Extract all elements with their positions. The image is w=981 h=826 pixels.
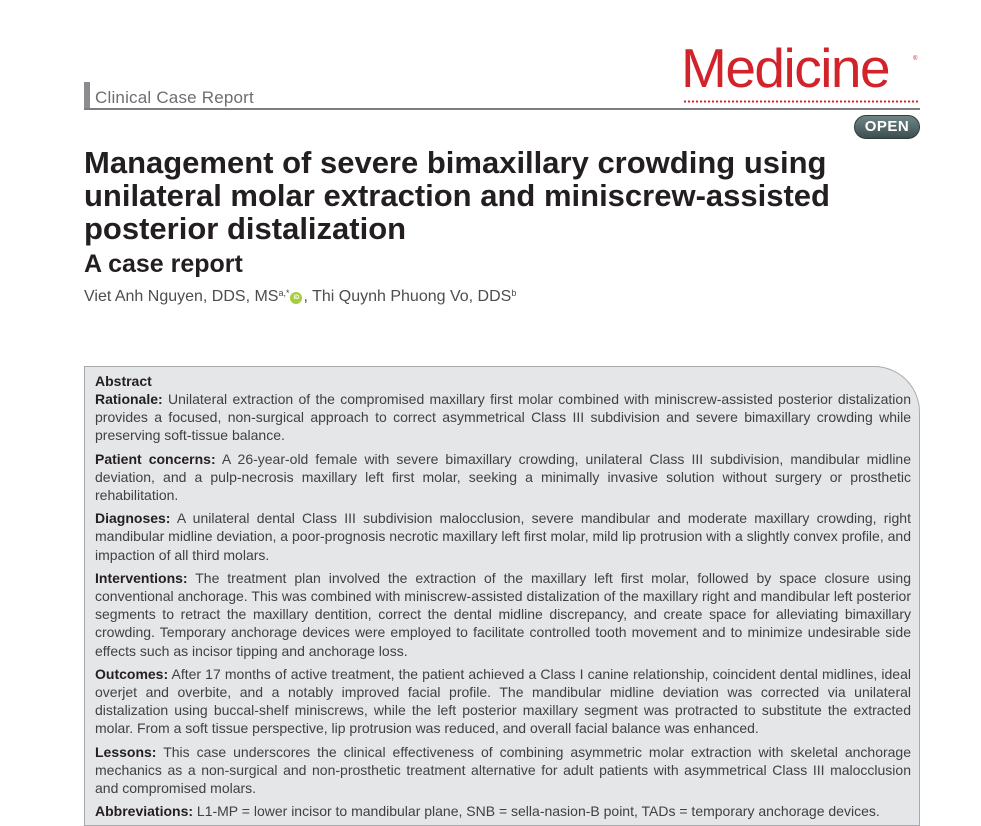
section-label: Outcomes: (95, 665, 169, 682)
article-subtitle: A case report (84, 250, 243, 278)
article-title: Management of severe bimaxillary crowding using unilateral molar extraction and miniscrew-assisted posterior distalization (84, 145, 830, 246)
abstract-section-patient-concerns (95, 450, 911, 505)
section-text: A 26-year-old female with severe bimaxillary crowding, unilateral Class III subdivision, mandibular midline deviation, and a pulp-necrosis maxillary left first molar, seeking a minimally invasive solution without surgery or prosthetic rehabilitation. (95, 450, 912, 504)
section-text: This case underscores the clinical effectiveness of combining asymmetric molar extraction with skeletal anchorage mechanics as a non-surgical and non-prosthetic treatment alternative for adult patients with asymmetrical Class III malocclusion and compromised molars. (95, 743, 912, 797)
section-text: After 17 months of active treatment, the patient achieved a Class I canine relationship, coincident dental midlines, ideal overjet and overbite, and a notably improved facial profile. The mandibular midline deviation was corrected via unilateral distalization using buccal-shelf miniscrews, while the left posterior maxillary segment was protracted to substitute the extracted molar. From a soft tissue perspective, lip protrusion was reduced, and overall facial balance was enhanced. (95, 665, 911, 737)
author-name[interactable]: Viet Anh Nguyen, DDS, MS (84, 288, 279, 305)
abstract-content (95, 373, 911, 825)
abstract-box (84, 366, 920, 826)
section-label: Interventions: (95, 569, 188, 586)
header-rule (84, 108, 920, 110)
registered-mark: ® (913, 56, 918, 62)
abstract-section-rationale (95, 390, 911, 445)
section-label: Diagnoses: (95, 510, 171, 527)
section-label-bar (84, 82, 90, 110)
abstract-heading: Abstract (95, 373, 152, 389)
section-text: L1-MP = lower incisor to mandibular plane, SNB = sella-nasion-B point, TADs = temporary anchorage devices. (196, 803, 880, 820)
section-label: Clinical Case Report (95, 88, 254, 107)
author-separator: , (303, 288, 313, 305)
author-list (84, 288, 516, 306)
abstract-section-outcomes (95, 665, 911, 738)
section-text: A unilateral dental Class III subdivision malocclusion, severe mandibular and moderate maxillary crowding, right mandibular midline deviation, a poor-prognosis necrotic maxillary left first molar, mild lip protrusion with a slightly convex profile, and impaction of all third molars. (95, 510, 911, 563)
logo-dotted-underline (683, 100, 918, 103)
abstract-section-lessons (95, 743, 911, 798)
open-access-badge: OPEN (854, 115, 920, 139)
abstract-section-diagnoses (95, 509, 911, 564)
author-affiliation: b (511, 288, 517, 298)
section-label: Rationale: (95, 391, 163, 407)
section-text: The treatment plan involved the extraction of the maxillary left first molar, followed by space closure using conventional anchorage. This was combined with miniscrew-assisted distalization of the maxillary right and mandibular left posterior segments to retract the maxillary dentition, correct the dental midline discrepancy, and create space for alleviating bimaxillary crowding. Temporary anchorage devices were employed to facilitate controlled tooth movement and to minimize undesirable side effects such as incisor tipping and anchorage loss. (95, 569, 911, 659)
author-name[interactable]: Thi Quynh Phuong Vo, DDS (312, 288, 512, 305)
abstract-section-interventions (95, 569, 911, 660)
journal-logo: Medicine (681, 37, 890, 99)
author-affiliation: a,* (278, 288, 290, 298)
section-label: Patient concerns: (95, 450, 216, 467)
section-label: Abbreviations: (95, 803, 194, 820)
abstract-section-abbreviations (95, 802, 911, 820)
section-text: Unilateral extraction of the compromised maxillary first molar combined with miniscrew-assisted posterior distalization provides a focused, non-surgical approach to correct asymmetrical Class III subdivision and severe bimaxillary crowding while preserving soft-tissue balance. (95, 391, 911, 444)
section-label: Lessons: (95, 743, 157, 760)
orcid-icon[interactable]: iD (290, 292, 302, 304)
